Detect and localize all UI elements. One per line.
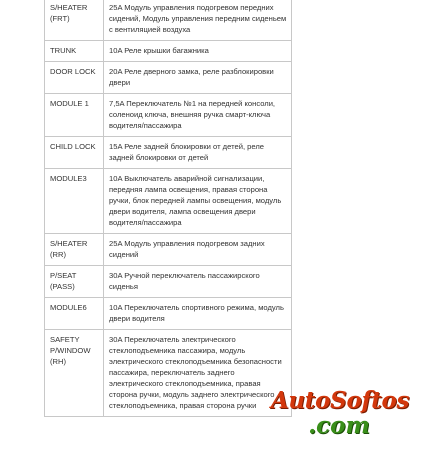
- fuse-row: [45, 169, 292, 234]
- fuse-name-cell: MODULE6: [45, 298, 104, 330]
- fuse-name-cell: S/HEATER (FRT): [45, 0, 104, 41]
- fuse-name-cell: CHILD LOCK: [45, 137, 104, 169]
- fuse-row: [45, 41, 292, 62]
- fuse-description-cell: 25A Модуль управления подогревом задних сидений: [104, 234, 292, 266]
- fuse-row: [45, 266, 292, 298]
- fuse-table: [44, 0, 292, 417]
- fuse-description-cell: 30A Переключатель электрического стеклоподъемника пассажира, модуль электрического стеклоподъемника безопасности пассажира, переключатель заднего электрического стеклоподъемника, правая сторона ручки, модуль заднего электрического стеклоподъемника, правая сторона ручки: [104, 330, 292, 417]
- fuse-row: [45, 94, 292, 137]
- fuse-row: [45, 330, 292, 417]
- fuse-name-cell: S/HEATER (RR): [45, 234, 104, 266]
- fuse-name-cell: DOOR LOCK: [45, 62, 104, 94]
- fuse-name-cell: TRUNK: [45, 41, 104, 62]
- fuse-name-cell: SAFETY P/WINDOW (RH): [45, 330, 104, 417]
- fuse-description-cell: 20A Реле дверного замка, реле разблокировки двери: [104, 62, 292, 94]
- fuse-description-cell: 25A Модуль управления подогревом передних сидений, Модуль управления передним сиденьем с вентиляцией воздуха: [104, 0, 292, 41]
- fuse-row: [45, 234, 292, 266]
- fuse-description-cell: 7,5A Переключатель №1 на передней консоли, соленоид ключа, внешняя ручка смарт-ключа водителя/пассажира: [104, 94, 292, 137]
- watermark-line2: .com: [308, 412, 370, 439]
- watermark-line1: AutoSoftos: [270, 387, 410, 414]
- fuse-name-cell: P/SEAT (PASS): [45, 266, 104, 298]
- fuse-table-body: [45, 0, 292, 417]
- fuse-description-cell: 10A Реле крышки багажника: [104, 41, 292, 62]
- fuse-row: [45, 137, 292, 169]
- fuse-row: [45, 298, 292, 330]
- fuse-description-cell: 10A Переключатель спортивного режима, модуль двери водителя: [104, 298, 292, 330]
- fuse-description-cell: 10A Выключатель аварийной сигнализации, передняя лампа освещения, правая сторона ручки, блок передней лампы освещения, модуль двери водителя, лампа освещения двери водителя/пассажира: [104, 169, 292, 234]
- fuse-description-cell: 15A Реле задней блокировки от детей, реле задней блокировки от детей: [104, 137, 292, 169]
- fuse-row: [45, 62, 292, 94]
- fuse-name-cell: MODULE3: [45, 169, 104, 234]
- fuse-row: [45, 0, 292, 41]
- fuse-description-cell: 30A Ручной переключатель пассажирского сиденья: [104, 266, 292, 298]
- fuse-name-cell: MODULE 1: [45, 94, 104, 137]
